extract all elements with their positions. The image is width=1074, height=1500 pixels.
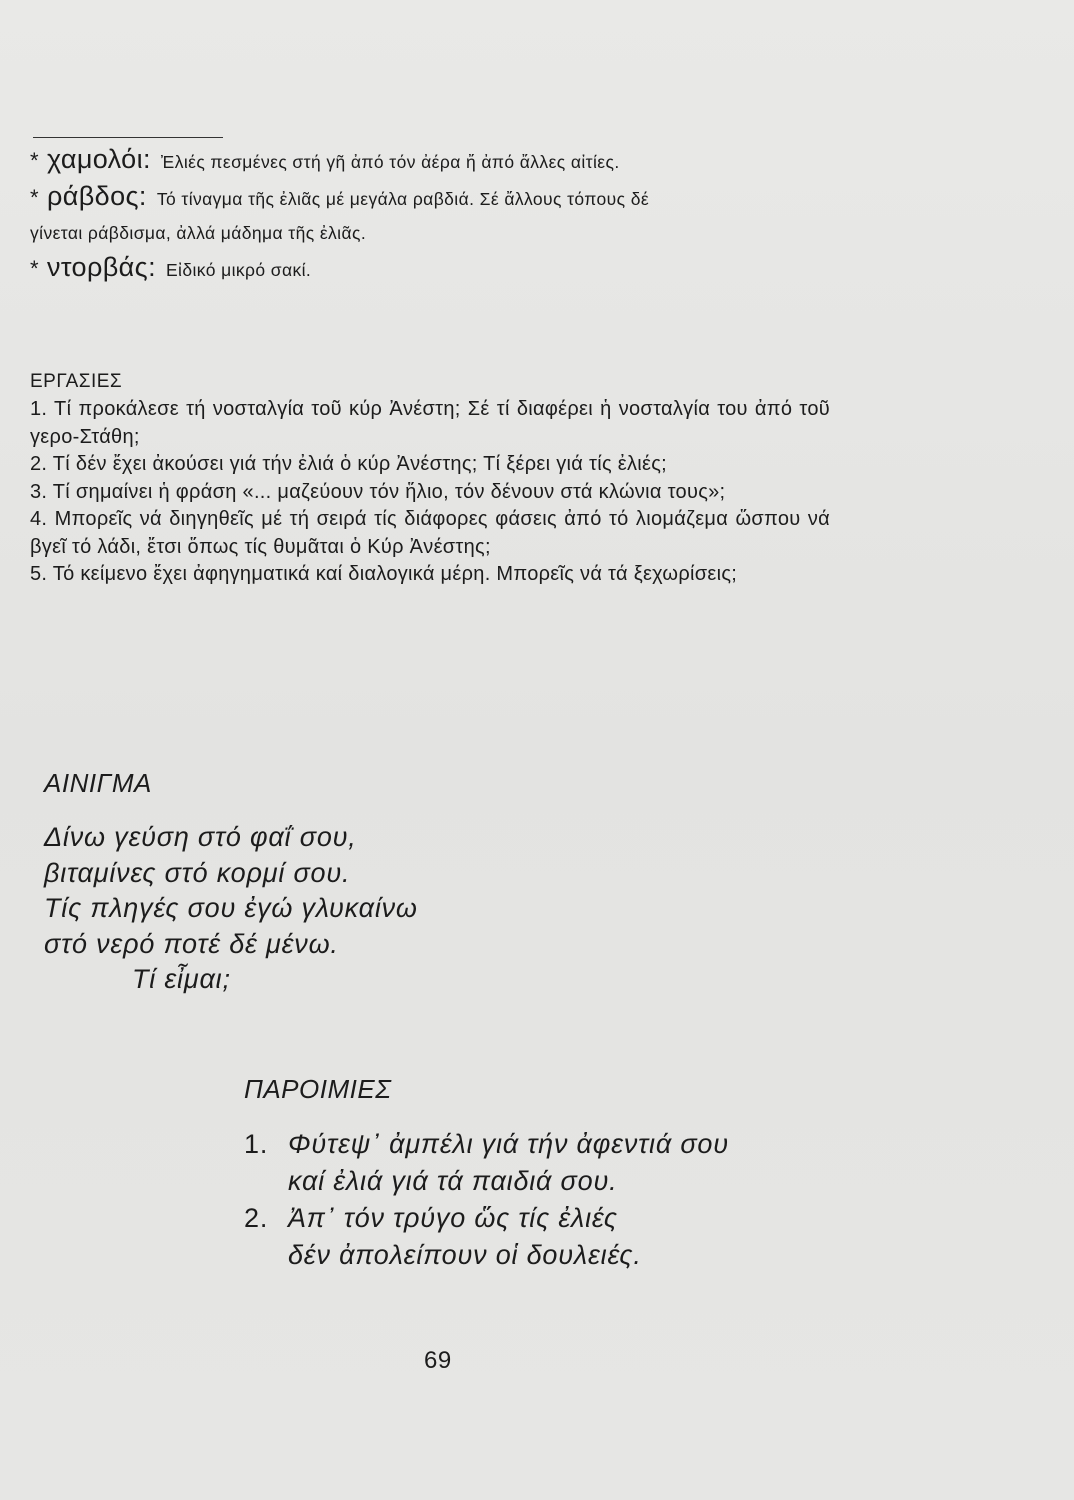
page-number: 69 bbox=[424, 1347, 452, 1374]
footnote-chamoloi bbox=[30, 142, 840, 179]
footnote-term: ντορβάς: bbox=[46, 252, 156, 282]
footnote-ntorvas bbox=[30, 250, 840, 287]
exercises-heading: ΕΡΓΑΣΙΕΣ bbox=[30, 371, 123, 392]
footnote-separator bbox=[33, 137, 223, 138]
footnote-continuation: γίνεται ράβδισμα, ἀλλά μάδημα τῆς ἐλιᾶς. bbox=[30, 223, 367, 243]
proverbs-list bbox=[244, 1126, 729, 1274]
footnote-star: * bbox=[30, 256, 39, 281]
footnote-text: Εἰδικό μικρό σακί. bbox=[165, 260, 312, 280]
exercise-item: 3. Τί σημαίνει ἡ φράση «... μαζεύουν τόν ἥλιο, τόν δένουν στά κλώνια τους»; bbox=[30, 480, 726, 503]
exercise-item: 5. Τό κείμενο ἔχει ἀφηγηματικά καί διαλογικά μέρη. Μπορεῖς νά τά ξεχωρίσεις; bbox=[30, 563, 738, 585]
footnote-text: Τό τίναγμα τῆς ἐλιᾶς μέ μεγάλα ραβδιά. Σέ ἄλλους τόπους δέ bbox=[156, 189, 650, 209]
riddle-question: Τί εἶμαι; bbox=[132, 964, 231, 994]
proverb-line: καί ἐλιά γιά τά παιδιά σου. bbox=[288, 1166, 618, 1196]
riddle-line: Τίς πληγές σου ἐγώ γλυκαίνω bbox=[44, 893, 418, 923]
exercise-item: 2. Τί δέν ἔχει ἀκούσει γιά τήν ἐλιά ὁ κύρ Ἀνέστης; Τί ξέρει γιά τίς ἐλιές; bbox=[30, 453, 668, 475]
proverb-line bbox=[244, 1126, 729, 1163]
footnote-star: * bbox=[30, 148, 39, 173]
proverb-text: Ἀπ᾽ τόν τρύγο ὥς τίς ἐλιές bbox=[288, 1203, 618, 1233]
footnote-ravdos bbox=[30, 179, 840, 216]
proverbs-title: ΠΑΡΟΙΜΙΕΣ bbox=[244, 1074, 392, 1104]
riddle-verse bbox=[44, 820, 418, 998]
footnote-term: ράβδος: bbox=[46, 181, 147, 211]
exercise-item: 1. Τί προκάλεσε τή νοσταλγία τοῦ κύρ Ἀνέστη; Σέ τί διαφέρει ἡ νοσταλγία του ἀπό τοῦ γερο-Στάθη; bbox=[30, 398, 830, 448]
footnote-star: * bbox=[30, 185, 39, 210]
footnotes bbox=[30, 142, 840, 287]
proverb-line bbox=[244, 1200, 729, 1237]
footnote-text: Ἐλιές πεσμένες στή γῆ ἀπό τόν ἀέρα ἤ ἀπό ἄλλες αἰτίες. bbox=[160, 152, 620, 172]
riddle-line: Δίνω γεύση στό φαΐ σου, bbox=[44, 822, 357, 852]
proverb-number: 1. bbox=[244, 1129, 269, 1159]
proverb-line: δέν ἀπολείπουν οἱ δουλειές. bbox=[288, 1240, 642, 1270]
riddle-line: βιταμίνες στό κορμί σου. bbox=[44, 857, 351, 888]
exercises-section bbox=[30, 368, 830, 589]
exercise-item: 4. Μπορεῖς νά διηγηθεῖς μέ τή σειρά τίς διάφορες φάσεις ἀπό τό λιομάζεμα ὥσπου νά βγεῖ τό λάδι, ἔτσι ὅπως τίς θυμᾶται ὁ Κύρ Ἀνέστης; bbox=[30, 508, 830, 558]
riddle-line: στό νερό ποτέ δέ μένω. bbox=[44, 928, 339, 959]
footnote-term: χαμολόι: bbox=[46, 144, 151, 174]
riddle-title: ΑΙΝΙΓΜΑ bbox=[44, 768, 152, 798]
proverb-text: Φύτεψ᾽ ἀμπέλι γιά τήν ἀφεντιά σου bbox=[288, 1129, 729, 1159]
proverb-number: 2. bbox=[244, 1203, 269, 1233]
